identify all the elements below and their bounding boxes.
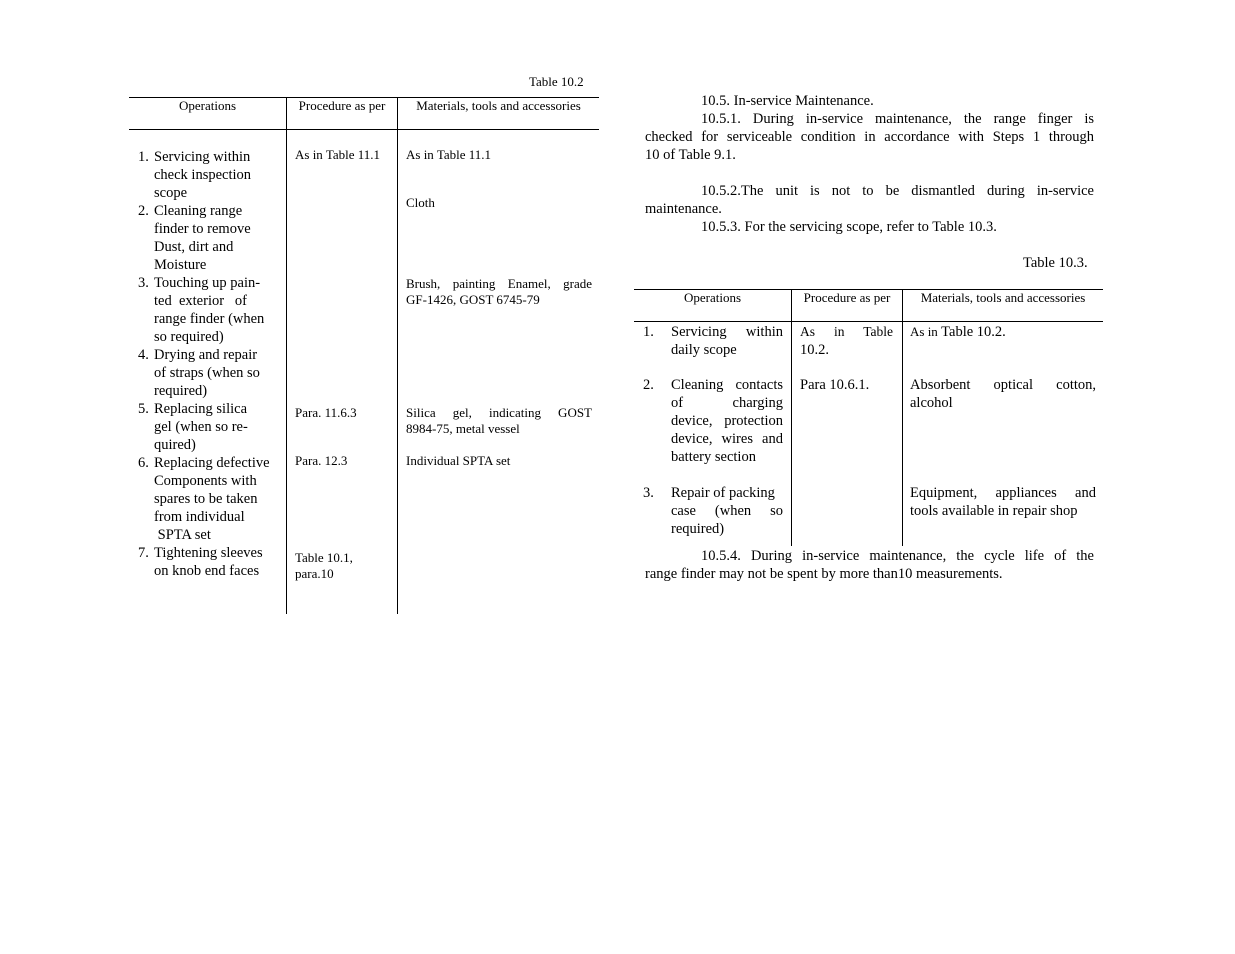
table-header-rule <box>634 321 1103 322</box>
table-header-rule <box>129 129 599 130</box>
list-item: 5. Replacing silica gel (when so re- quired) <box>138 401 248 453</box>
materials-cell: Equipment, appliances and tools available in repair shop <box>910 485 1096 519</box>
list-item: 2. Cleaning range finder to remove Dust, dirt and Moisture <box>138 203 251 273</box>
materials-cell: Brush, painting Enamel, grade GF-1426, GOST 6745-79 <box>406 276 592 307</box>
procedure-cell: As in Table 10.2. <box>800 324 893 358</box>
procedure-cell: Para. 12.3 <box>295 453 348 468</box>
procedure-cell: Para 10.6.1. <box>800 377 870 393</box>
materials-cell: Silica gel, indicating GOST 8984-75, metal vessel <box>406 405 592 436</box>
column-divider <box>902 289 903 546</box>
list-item: 3. Touching up pain- ted exterior of range finder (when so required) <box>138 275 265 345</box>
row-number: 1. <box>643 324 654 340</box>
paragraph-10-5-4: 10.5.4. During in-service maintenance, the cycle life of the range finder may not be spent by more than10 measurements. <box>645 548 1094 582</box>
section-heading: 10.5. In-service Maintenance. <box>701 93 874 109</box>
operation-cell: Servicing within daily scope <box>671 324 783 358</box>
column-header-procedure: Procedure as per <box>803 290 891 305</box>
materials-cell: As in Table 11.1 <box>406 147 492 162</box>
column-header-operations: Operations <box>683 290 742 305</box>
row-number: 3. <box>643 485 654 501</box>
list-item: 4. Drying and repair of straps (when so required) <box>138 347 260 399</box>
table-caption: Table 10.2 <box>529 74 584 89</box>
materials-cell: Absorbent optical cotton, alcohol <box>910 377 1096 411</box>
operation-cell: Cleaning contacts of charging device, protection device, wires and battery section <box>671 377 783 465</box>
paragraph-10-5-2: 10.5.2.The unit is not to be dismantled during in-service maintenance. <box>645 183 1094 217</box>
column-divider <box>286 97 287 614</box>
procedure-cell: Table 10.1, para.10 <box>295 550 353 581</box>
table-caption: Table 10.3. <box>1023 255 1088 271</box>
column-header-materials: Materials, tools and accessories <box>416 98 581 113</box>
materials-cell: Individual SPTA set <box>406 453 511 468</box>
operations-list <box>138 148 284 580</box>
row-number: 2. <box>643 377 654 393</box>
list-item: 7. Tightening sleeves on knob end faces <box>138 545 263 579</box>
list-item: 1. Servicing within check inspection scope <box>138 149 252 201</box>
column-header-operations: Operations <box>178 98 237 113</box>
column-header-materials: Materials, tools and accessories <box>920 290 1086 305</box>
operation-cell: Repair of packing case (when so required) <box>671 485 783 537</box>
column-header-procedure: Procedure as per <box>298 98 386 113</box>
materials-cell: As in Table 10.2. <box>910 324 1006 340</box>
column-divider <box>791 289 792 546</box>
procedure-cell: Para. 11.6.3 <box>295 405 357 420</box>
materials-cell: Cloth <box>406 195 435 210</box>
list-item: 6. Replacing defective Components with spares to be taken from individual SPTA set <box>138 455 270 543</box>
paragraph-10-5-1: 10.5.1. During in-service maintenance, the range finger is checked for serviceable condition in accordance with Steps 1 through 10 of Table 9.1. <box>645 111 1094 163</box>
column-divider <box>397 97 398 614</box>
procedure-cell: As in Table 11.1 <box>295 147 381 162</box>
paragraph-10-5-3: 10.5.3. For the servicing scope, refer to Table 10.3. <box>701 219 997 235</box>
